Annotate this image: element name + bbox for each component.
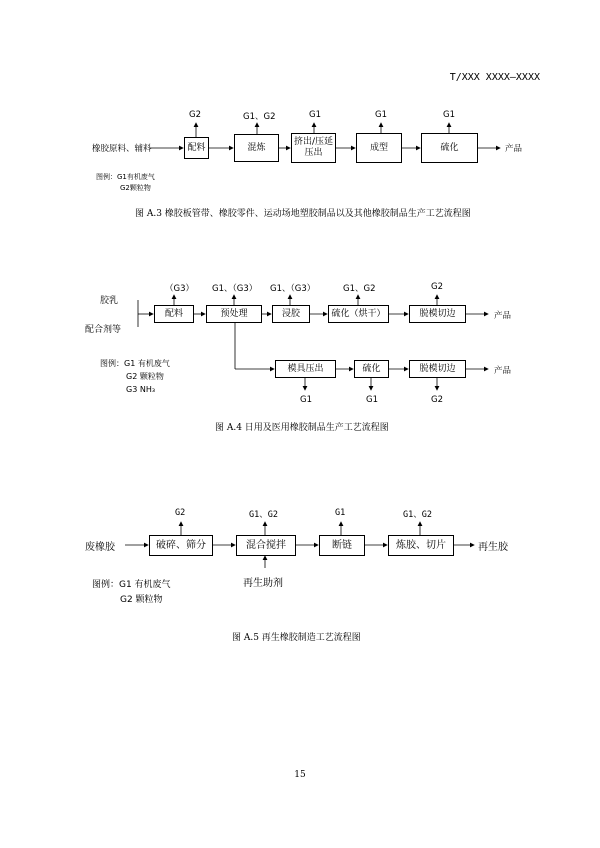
a4-step-batching: 配料: [154, 305, 194, 323]
a5-additive-label: 再生助剂: [243, 578, 283, 589]
a4-emission-2: G1、（G3）: [212, 284, 258, 294]
a4-emission-row2-1: G1: [300, 395, 312, 405]
a5-legend: 图例：G1 有机废气 G2 颗粒物: [92, 580, 171, 605]
a4-emission-3: G1、（G3）: [270, 284, 316, 294]
a3-step-mixing: 混炼: [234, 134, 279, 162]
a4-emission-row2-3: G2: [431, 395, 443, 405]
document-code: T/XXX XXXX—XXXX: [449, 72, 540, 83]
a4-emission-1: （G3）: [165, 284, 194, 294]
a4-emission-row2-2: G1: [366, 395, 378, 405]
a4-emission-4: G1、G2: [343, 284, 376, 294]
a3-output-label: 产品: [505, 144, 523, 154]
a4-step-demold-trim-2: 脱模切边: [409, 360, 466, 378]
a3-input-label: 橡胶原料、辅料: [92, 144, 152, 154]
a5-emission-3: G1: [335, 508, 346, 518]
a3-emission-2: G1、G2: [243, 112, 276, 122]
a3-step-forming: 成型: [356, 133, 402, 163]
a4-step-vulcanize-dry: 硫化（烘干）: [328, 305, 389, 323]
a4-step-mold-extrusion: 模具压出: [275, 360, 336, 378]
a4-output-1: 产品: [494, 311, 512, 321]
page-number: 15: [294, 770, 306, 780]
a4-output-2: 产品: [494, 366, 512, 376]
a3-emission-3: G1: [309, 110, 321, 120]
a4-emission-5: G2: [431, 282, 443, 292]
a5-emission-4: G1、G2: [403, 510, 432, 520]
a3-caption: 图 A.3 橡胶板管带、橡胶零件、运动场地塑胶制品以及其他橡胶制品生产工艺流程图: [135, 209, 471, 219]
a3-step-extrusion: 挤出/压延 压出: [291, 133, 336, 163]
a5-input-label: 废橡胶: [85, 542, 115, 553]
a4-legend: 图例：G1 有机废气 G2 颗粒物 G3 NH₃: [100, 359, 170, 394]
a4-step-pretreatment: 预处理: [206, 305, 262, 323]
a3-emission-5: G1: [443, 110, 455, 120]
a3-step-vulcanization: 硫化: [421, 133, 478, 163]
a3-emission-1: G2: [189, 110, 201, 120]
a4-step-vulcanize-2: 硫化: [354, 360, 389, 378]
a3-emission-4: G1: [375, 110, 387, 120]
a5-step-mixing: 混合搅拌: [236, 535, 296, 556]
a4-input-additives: 配合剂等: [85, 325, 122, 335]
a5-caption: 图 A.5 再生橡胶制造工艺流程图: [232, 633, 361, 643]
a5-output-label: 再生胶: [478, 542, 508, 553]
a5-emission-1: G2: [175, 508, 186, 518]
a5-emission-2: G1、G2: [249, 510, 278, 520]
a5-step-chain-scission: 断链: [319, 535, 365, 556]
a3-legend: 图例：G1有机废气 G2颗粒物: [96, 173, 155, 192]
a4-input-latex: 胶乳: [100, 296, 119, 306]
a5-step-crush-sieve: 破碎、筛分: [149, 535, 213, 556]
a4-step-demold-trim-1: 脱模切边: [409, 305, 466, 323]
a3-step-batching: 配料: [184, 137, 209, 159]
a4-step-dipping: 浸胶: [272, 305, 310, 323]
a4-caption: 图 A.4 日用及医用橡胶制品生产工艺流程图: [215, 423, 389, 433]
a5-step-mill-slice: 炼胶、切片: [388, 535, 454, 556]
